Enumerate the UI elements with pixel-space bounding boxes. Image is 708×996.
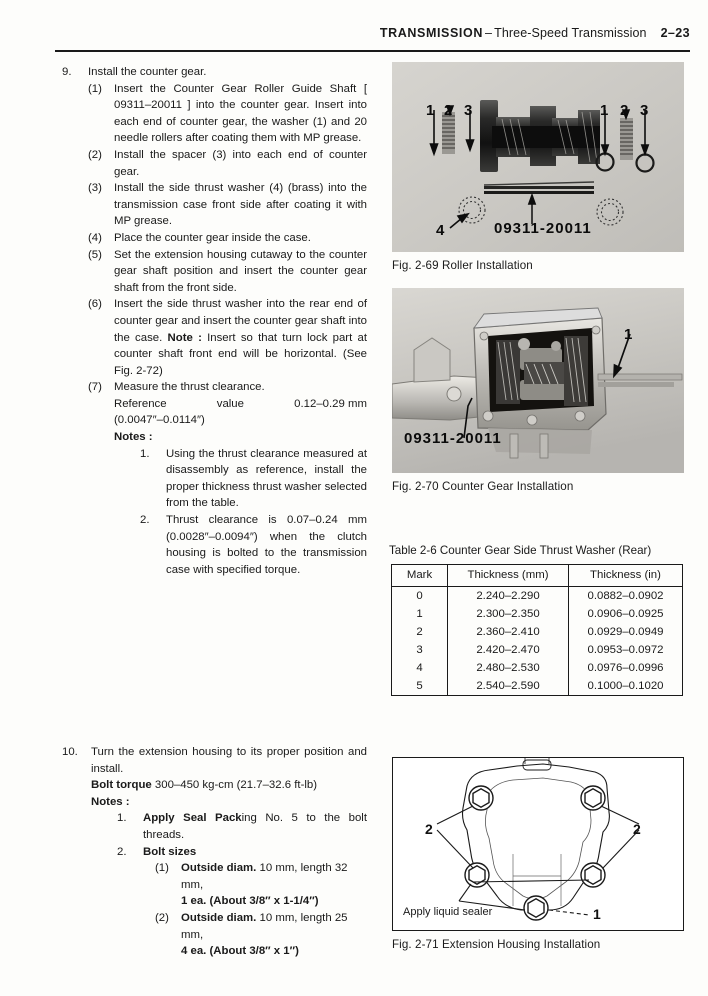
note-10-1-text <box>143 810 367 843</box>
part-number-label-fig-2-69: 09311-20011 <box>494 220 592 237</box>
page-header <box>55 26 690 40</box>
bolt-size-2-body <box>181 910 367 960</box>
figure-2-69-caption: Fig. 2-69 Roller Installation <box>392 259 533 272</box>
cell-thickness-mm: 2.240–2.290 <box>448 587 569 606</box>
table-row <box>392 605 683 623</box>
substep-5 <box>88 247 367 297</box>
header-dash: – <box>484 26 493 40</box>
figure-2-70-photo <box>392 288 684 473</box>
step-10-text: Turn the extension housing to its proper position and install. <box>91 746 367 775</box>
note-10-2-number: 2. <box>117 845 127 858</box>
column-header-thickness-mm: Thickness (mm) <box>448 565 569 587</box>
table-row <box>392 623 683 641</box>
bolt-size-2-label: (2) <box>155 911 169 924</box>
note-9-2 <box>140 512 367 578</box>
substep-3-text: Install the side thrust washer (4) (brass) into the transmission case front side after coating it with MP grease. <box>114 182 367 228</box>
callout-1-fig-2-70: 1 <box>624 326 633 343</box>
note-10-2-text: Bolt sizes <box>143 845 197 858</box>
figure-2-71-caption: Fig. 2-71 Extension Housing Installation <box>392 938 601 951</box>
header-section-title: TRANSMISSION <box>379 26 483 40</box>
note-9-1-text: Using the thrust clearance measured at disassembly as reference, install the proper thickness thrust washer selected from the table. <box>166 447 367 510</box>
substep-5-text: Set the extension housing cutaway to the counter gear shaft position and insert the counter gear shaft from the front side. <box>114 248 367 294</box>
table-row <box>392 641 683 659</box>
column-header-thickness-in: Thickness (in) <box>569 565 683 587</box>
callout-4: 4 <box>436 222 445 239</box>
cell-mark: 2 <box>392 623 448 641</box>
bolt-torque-line <box>91 777 367 794</box>
reference-value-inch: (0.0047″–0.0114″) <box>114 414 205 427</box>
step-10 <box>62 744 367 777</box>
column-header-mark: Mark <box>392 565 448 587</box>
substep-6-text <box>114 296 367 379</box>
note-10-1-bold: Apply Seal Pack <box>143 812 242 825</box>
cell-thickness-in: 0.0976–0.0996 <box>569 659 683 677</box>
left-text-column-lower <box>62 744 367 960</box>
reference-value-line <box>114 396 367 413</box>
substep-1-text: Insert the Counter Gear Roller Guide Shaft [ 09311–20011 ] into the counter gear. Insert into each end of counter gear, the washer (1) and 20 needle rollers after coating them with MP grease. <box>114 82 367 145</box>
left-text-column <box>62 64 367 578</box>
note-10-1-number: 1. <box>117 812 127 825</box>
substep-7-body <box>114 379 367 578</box>
bolt-size-2-lead: Outside diam. <box>181 911 257 924</box>
substep-1 <box>88 81 367 147</box>
note-10-2 <box>117 844 367 960</box>
cell-thickness-mm: 2.360–2.410 <box>448 623 569 641</box>
bolt-size-1-qty: 1 ea. (About 3/8″ x 1-1/4″) <box>181 895 319 908</box>
callout-3-right: 3 <box>640 102 649 119</box>
figure-2-70-caption: Fig. 2-70 Counter Gear Installation <box>392 480 574 493</box>
extension-housing-line-drawing <box>393 758 681 928</box>
figure-2-70 <box>392 288 684 493</box>
substep-6-body: Insert the side thrust washer into the rear end of counter gear and insert the counter gear shaft into the case. <box>114 298 367 344</box>
header-divider <box>55 50 690 52</box>
reference-label: Reference <box>114 397 167 410</box>
substep-6-note-label: Note : <box>167 331 202 344</box>
reference-value-mm: 0.12–0.29 mm <box>294 397 367 410</box>
substep-2-text: Install the spacer (3) into each end of counter gear. <box>114 148 367 178</box>
note-10-2-body <box>143 844 367 960</box>
substep-6-note-text: Insert so that turn lock part at counter shaft front end will be horizontal. (See Fig. 2-72) <box>114 331 367 377</box>
table-2-6-title: Table 2-6 Counter Gear Side Thrust Washer (Rear) <box>389 544 652 557</box>
notes-heading-10: Notes : <box>91 795 130 808</box>
bolt-torque-value: 300–450 kg-cm (21.7–32.6 ft-lb) <box>154 779 318 792</box>
step-10-details <box>91 777 367 960</box>
cell-mark: 5 <box>392 677 448 696</box>
figure-2-71 <box>392 757 684 951</box>
bolt-torque-label: Bolt torque <box>91 779 152 792</box>
note-9-1 <box>140 446 367 512</box>
callout-2-right-fig-2-71: 2 <box>633 821 641 837</box>
step-10-number: 10. <box>62 746 78 758</box>
substep-7 <box>88 379 367 578</box>
substep-4-label: (4) <box>88 231 102 244</box>
bolt-size-2-text: 10 mm, length 25 mm, <box>181 911 348 941</box>
figure-2-71-drawing <box>392 757 684 931</box>
notes-heading-9: Notes : <box>114 431 153 444</box>
apply-liquid-sealer-label: Apply liquid sealer <box>403 906 493 918</box>
substep-7-text: Measure the thrust clearance. <box>114 381 265 394</box>
step-9 <box>62 64 367 81</box>
table-2-6 <box>391 564 683 696</box>
bolt-size-2 <box>155 910 367 960</box>
bolt-size-1 <box>155 860 367 910</box>
figure-2-69-photo <box>392 62 684 252</box>
bolt-size-1-label: (1) <box>155 862 169 875</box>
cell-thickness-in: 0.1000–0.1020 <box>569 677 683 696</box>
substep-4 <box>88 230 367 247</box>
substep-3 <box>88 180 367 230</box>
cell-mark: 4 <box>392 659 448 677</box>
substep-6 <box>88 296 367 379</box>
cell-thickness-in: 0.0953–0.0972 <box>569 641 683 659</box>
cell-mark: 3 <box>392 641 448 659</box>
note-9-1-number: 1. <box>140 447 150 460</box>
callout-1-right: 1 <box>600 102 609 119</box>
note-10-1-rest: ing No. 5 to the bolt threads. <box>143 812 367 841</box>
substep-1-label: (1) <box>88 82 102 95</box>
substep-6-label: (6) <box>88 298 102 311</box>
cell-thickness-mm: 2.420–2.470 <box>448 641 569 659</box>
substep-5-label: (5) <box>88 248 102 261</box>
substep-3-label: (3) <box>88 182 102 195</box>
header-subsection-title: Three-Speed Transmission <box>494 26 647 40</box>
callout-2-right: 2 <box>620 102 629 119</box>
reference-word: value <box>216 397 244 410</box>
bolt-size-1-text: 10 mm, length 32 mm, <box>181 862 348 891</box>
cell-thickness-mm: 2.480–2.530 <box>448 659 569 677</box>
part-number-label-fig-2-70: 09311-20011 <box>404 430 502 447</box>
cell-thickness-in: 0.0906–0.0925 <box>569 605 683 623</box>
bolt-size-1-lead: Outside diam. <box>181 862 257 875</box>
substep-2-label: (2) <box>88 148 102 161</box>
callout-3-left: 3 <box>464 102 473 119</box>
callout-2-left: 2 <box>444 102 453 119</box>
note-9-2-text: Thrust clearance is 0.07–0.24 mm (0.0028″–0.0094″) when the clutch housing is bolted to the transmission case with specified torque. <box>166 514 367 576</box>
bolt-size-1-body <box>181 860 367 910</box>
table-row <box>392 659 683 677</box>
substep-7-label: (7) <box>88 381 102 394</box>
page-number: 2–23 <box>660 26 690 40</box>
table-row <box>392 677 683 696</box>
note-9-2-number: 2. <box>140 514 150 527</box>
cell-thickness-mm: 2.300–2.350 <box>448 605 569 623</box>
cell-thickness-in: 0.0929–0.0949 <box>569 623 683 641</box>
step-9-text: Install the counter gear. <box>88 66 207 78</box>
figure-2-69 <box>392 62 684 272</box>
step-9-number: 9. <box>62 66 72 78</box>
table-header-row <box>392 565 683 587</box>
table-row <box>392 587 683 606</box>
cell-thickness-in: 0.0882–0.0902 <box>569 587 683 606</box>
step-9-substeps <box>88 81 367 579</box>
callout-1-left: 1 <box>426 102 435 119</box>
substep-2 <box>88 147 367 180</box>
bolt-size-2-qty: 4 ea. (About 3/8″ x 1″) <box>181 945 299 958</box>
cell-thickness-mm: 2.540–2.590 <box>448 677 569 696</box>
callout-2-left-fig-2-71: 2 <box>425 821 433 837</box>
substep-4-text: Place the counter gear inside the case. <box>114 231 311 244</box>
cell-mark: 1 <box>392 605 448 623</box>
callout-1-fig-2-71: 1 <box>593 906 601 922</box>
note-10-1 <box>117 810 367 843</box>
cell-mark: 0 <box>392 587 448 606</box>
